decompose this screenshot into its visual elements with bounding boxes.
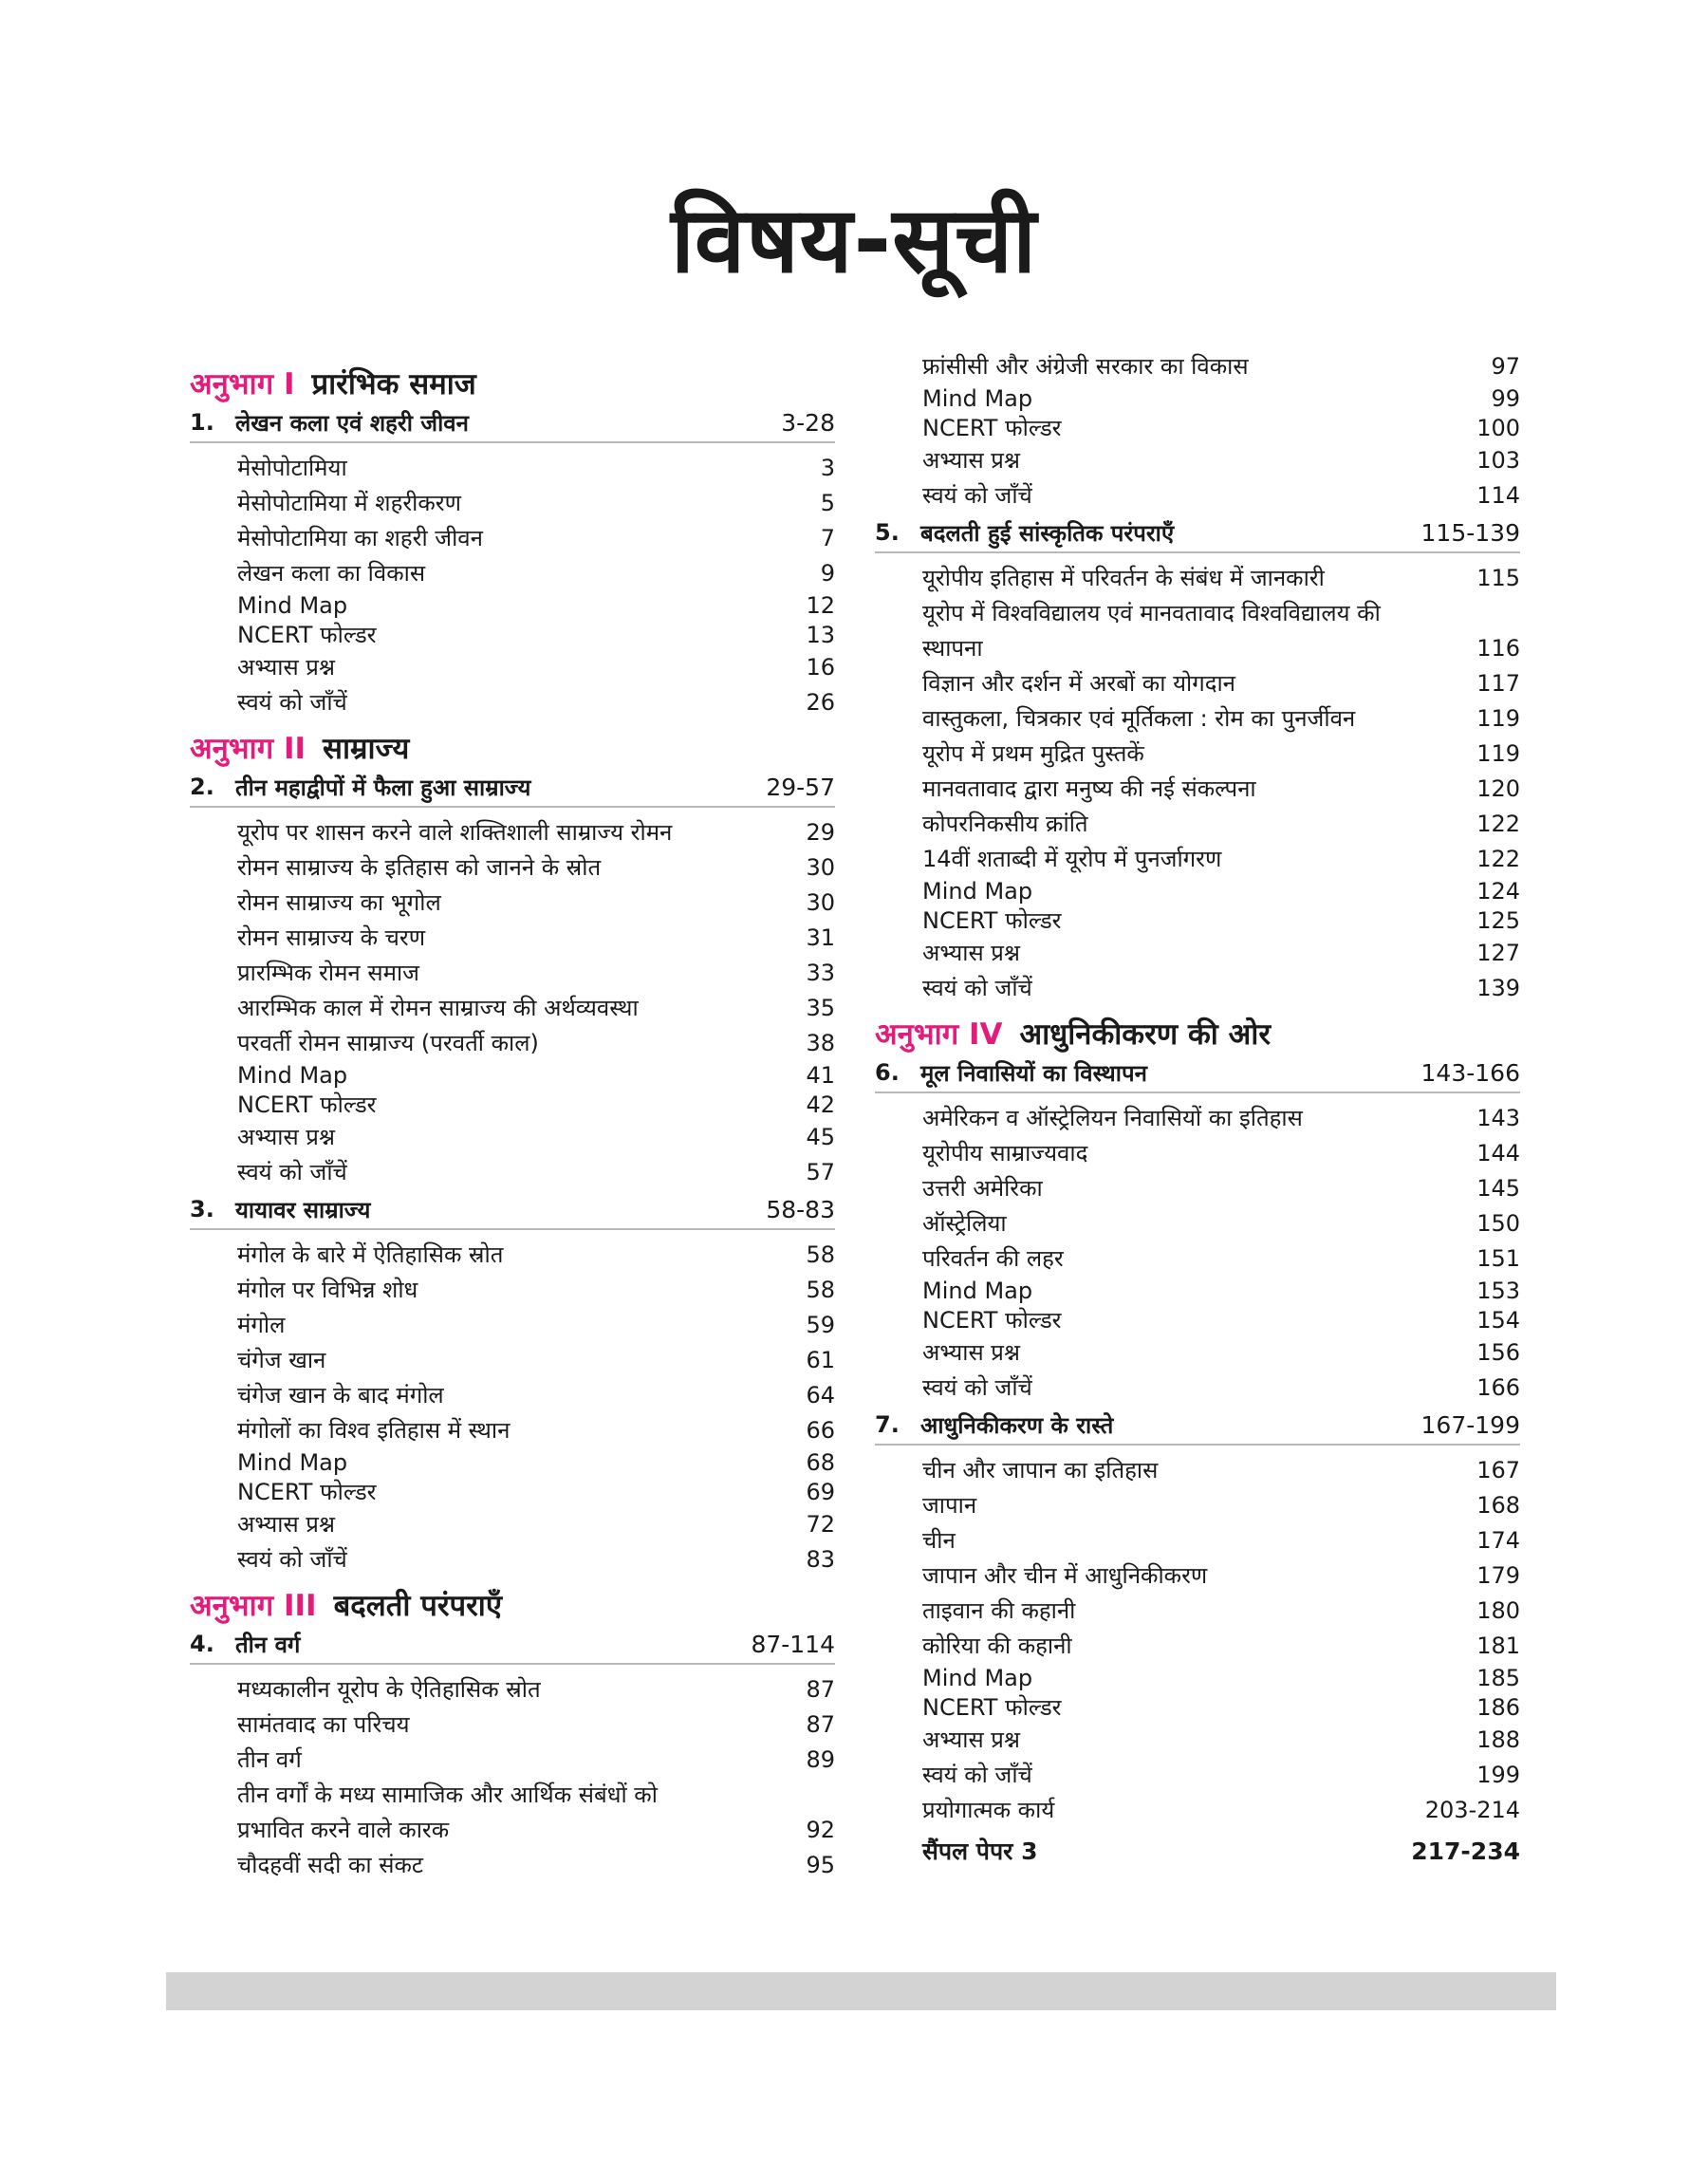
entry-title: सामंतवाद का परिचय: [237, 1711, 410, 1738]
entry-page: 154: [1476, 1307, 1520, 1334]
chapter-pages: 167-199: [1420, 1410, 1520, 1439]
entry-title: जापान और चीन में आधुनिकीकरण: [922, 1562, 1208, 1589]
part-label: अनुभाग IV: [875, 1017, 1003, 1052]
entry-title: अभ्यास प्रश्न: [922, 447, 1020, 474]
chapter-4-row[interactable]: [190, 1625, 835, 1665]
toc-entry[interactable]: [875, 1664, 1520, 1693]
toc-entry[interactable]: [875, 1171, 1520, 1206]
toc-entry[interactable]: [875, 877, 1520, 906]
entry-page: 119: [1476, 740, 1520, 767]
entry-title: NCERT फोल्डर: [922, 907, 1062, 934]
toc-entry[interactable]: [875, 936, 1520, 971]
chapter-2-row[interactable]: [190, 768, 835, 808]
toc-entry[interactable]: [190, 1120, 835, 1155]
entry-page: 100: [1476, 415, 1520, 441]
entry-title: मेसोपोटामिया का शहरी जीवन: [237, 525, 483, 551]
entry-title: ताइवान की कहानी: [922, 1597, 1076, 1624]
toc-entry[interactable]: [875, 443, 1520, 478]
entry-title: मेसोपोटामिया में शहरीकरण: [237, 490, 461, 516]
chapter-title: लेखन कला एवं शहरी जीवन: [235, 409, 469, 437]
toc-entry[interactable]: [875, 478, 1520, 513]
entry-title: NCERT फोल्डर: [237, 1092, 377, 1118]
part-label: अनुभाग II: [190, 732, 306, 766]
page-title: विषय-सूची: [671, 187, 1037, 293]
entry-title: प्रयोगात्मक कार्य: [922, 1797, 1055, 1823]
toc-entry[interactable]: [190, 1707, 835, 1743]
entry-title: वास्तुकला, चित्रकार एवं मूर्तिकला : रोम का पुनर्जीवन: [922, 705, 1356, 732]
entry-page: 167: [1476, 1457, 1520, 1483]
entry-title: तीन वर्गों के मध्य सामाजिक और आर्थिक संबंधों को प्रभावित करने वाले कारक: [237, 1782, 658, 1843]
toc-entry[interactable]: [875, 772, 1520, 807]
entry-page: 179: [1476, 1562, 1520, 1589]
part-label: अनुभाग I: [190, 367, 295, 401]
part-name: बदलती परंपराएँ: [333, 1589, 502, 1623]
part-name: साम्राज्य: [323, 732, 410, 766]
chapter-number: 2.: [190, 774, 214, 800]
entry-page: 120: [1476, 775, 1520, 802]
toc-entry[interactable]: [190, 591, 835, 621]
chapter-title: तीन महाद्वीपों में फैला हुआ साम्राज्य: [235, 774, 531, 801]
entry-page: 45: [806, 1124, 835, 1150]
entry-title: स्वयं को जाँचें: [922, 1762, 1032, 1788]
entry-page: 122: [1476, 811, 1520, 837]
toc-entry[interactable]: [190, 685, 835, 720]
entry-title: 14वीं शताब्दी में यूरोप में पुनर्जागरण: [922, 846, 1222, 872]
entry-page: 3: [820, 455, 835, 481]
entry-page: 72: [806, 1511, 835, 1538]
entry-page: 186: [1476, 1694, 1520, 1721]
entry-title: आरम्भिक काल में रोमन साम्राज्य की अर्थव्यवस्था: [237, 995, 639, 1021]
entry-page: 31: [806, 924, 835, 951]
entry-title: यूरोप पर शासन करने वाले शक्तिशाली साम्राज्य रोमन: [237, 819, 673, 846]
entry-page: 64: [806, 1382, 835, 1409]
entry-page: 57: [806, 1159, 835, 1185]
toc-entry[interactable]: [190, 815, 835, 850]
toc-entry[interactable]: [190, 621, 835, 650]
chapter-pages: 58-83: [766, 1195, 835, 1223]
toc-entry[interactable]: [190, 1238, 835, 1273]
sample-paper-row[interactable]: [875, 1828, 1520, 1875]
entry-page: 127: [1476, 940, 1520, 966]
toc-entry[interactable]: [190, 1478, 835, 1507]
entry-title: Mind Map: [922, 1665, 1033, 1691]
entry-title: तीन वर्ग: [237, 1746, 302, 1773]
entry-page: 69: [806, 1479, 835, 1505]
entry-page: 58: [806, 1277, 835, 1303]
toc-entry[interactable]: [875, 1558, 1520, 1594]
entry-title: फ्रांसीसी और अंग्रेजी सरकार का विकास: [922, 353, 1249, 380]
entry-page: 30: [806, 889, 835, 916]
entry-page: 122: [1476, 846, 1520, 872]
part-heading-4: [875, 1010, 1520, 1054]
toc-left-column: [190, 356, 835, 1883]
toc-entry[interactable]: [875, 414, 1520, 443]
toc-entry[interactable]: [875, 384, 1520, 414]
entry-page: 188: [1476, 1726, 1520, 1753]
toc-entry[interactable]: [875, 1306, 1520, 1335]
part-name: आधुनिकीकरण की ओर: [1019, 1017, 1272, 1052]
entry-page: 185: [1476, 1665, 1520, 1691]
toc-right-column: [875, 349, 1520, 1875]
entry-page: 125: [1476, 907, 1520, 934]
chapter-number: 3.: [190, 1196, 214, 1222]
toc-entry[interactable]: [190, 521, 835, 556]
toc-entry[interactable]: [875, 906, 1520, 936]
toc-entry[interactable]: [875, 1723, 1520, 1758]
entry-page: 68: [806, 1449, 835, 1476]
entry-page: 7: [820, 525, 835, 551]
toc-entry[interactable]: [875, 1101, 1520, 1136]
entry-title: स्वयं को जाँचें: [237, 1546, 347, 1573]
entry-page: 143: [1476, 1105, 1520, 1131]
entry-page: 145: [1476, 1175, 1520, 1202]
sample-paper-title: सैंपल पेपर 3: [922, 1838, 1038, 1865]
chapter-7-row[interactable]: [875, 1406, 1520, 1446]
entry-page: 181: [1476, 1633, 1520, 1659]
toc-entry[interactable]: [875, 1594, 1520, 1629]
entry-page: 199: [1476, 1762, 1520, 1788]
part-label: अनुभाग III: [190, 1589, 317, 1623]
entry-title: NCERT फोल्डर: [922, 415, 1062, 441]
entry-title: मानवतावाद द्वारा मनुष्य की नई संकल्पना: [922, 775, 1256, 802]
entry-page: 150: [1476, 1210, 1520, 1237]
entry-title: Mind Map: [922, 1278, 1033, 1304]
part-name: प्रारंभिक समाज: [311, 367, 476, 401]
entry-title: NCERT फोल्डर: [237, 1479, 377, 1505]
chapter-number: 1.: [190, 409, 214, 436]
entry-page: 203-214: [1424, 1797, 1520, 1823]
toc-entry[interactable]: [875, 349, 1520, 384]
toc-entry[interactable]: [875, 1523, 1520, 1558]
entry-page: 115: [1476, 565, 1520, 591]
chapter-1-row[interactable]: [190, 403, 835, 443]
toc-entry[interactable]: [190, 1848, 835, 1883]
entry-page: 124: [1476, 878, 1520, 905]
entry-title: Mind Map: [237, 1449, 348, 1476]
entry-page: 168: [1476, 1492, 1520, 1519]
entry-page: 156: [1476, 1339, 1520, 1366]
chapter-pages: 29-57: [766, 773, 835, 801]
entry-title: विज्ञान और दर्शन में अरबों का योगदान: [922, 670, 1236, 697]
chapter-title: आधुनिकीकरण के रास्ते: [920, 1411, 1114, 1439]
entry-page: 30: [806, 854, 835, 881]
part-heading-2: [190, 724, 835, 768]
entry-title: Mind Map: [922, 878, 1033, 905]
entry-page: 92: [806, 1817, 835, 1843]
entry-title: Mind Map: [237, 1062, 348, 1089]
entry-page: 153: [1476, 1278, 1520, 1304]
toc-entry[interactable]: [190, 1026, 835, 1061]
toc-entry[interactable]: [190, 1155, 835, 1190]
toc-entry[interactable]: [190, 1061, 835, 1091]
entry-page: 99: [1491, 385, 1520, 412]
entry-page: 33: [806, 960, 835, 986]
entry-page: 41: [806, 1062, 835, 1089]
toc-entry[interactable]: [875, 1206, 1520, 1241]
toc-entry[interactable]: [190, 1378, 835, 1413]
chapter-pages: 115-139: [1420, 518, 1520, 547]
entry-title: मध्यकालीन यूरोप के ऐतिहासिक स्रोत: [237, 1676, 541, 1703]
entry-title: अमेरिकन व ऑस्ट्रेलियन निवासियों का इतिहास: [922, 1105, 1303, 1131]
entry-title: चीन और जापान का इतिहास: [922, 1457, 1159, 1483]
entry-title: स्वयं को जाँचें: [922, 1374, 1032, 1401]
toc-entry[interactable]: [190, 1308, 835, 1343]
entry-page: 59: [806, 1312, 835, 1338]
entry-title: चीन: [922, 1527, 956, 1554]
entry-title: यूरोप में प्रथम मुद्रित पुस्तकें: [922, 740, 1144, 767]
entry-page: 29: [806, 819, 835, 846]
chapter-title: तीन वर्ग: [235, 1631, 301, 1658]
chapter-title: बदलती हुई सांस्कृतिक परंपराएँ: [920, 519, 1175, 547]
entry-title: मंगोलों का विश्व इतिहास में स्थान: [237, 1417, 511, 1444]
entry-title: ऑस्ट्रेलिया: [922, 1210, 1007, 1237]
toc-entry[interactable]: [190, 556, 835, 591]
entry-title: प्रारम्भिक रोमन समाज: [237, 960, 419, 986]
chapter-number: 5.: [875, 519, 900, 546]
entry-page: 103: [1476, 447, 1520, 474]
toc-entry[interactable]: [190, 1448, 835, 1478]
entry-title: मंगोल पर विभिन्न शोध: [237, 1277, 418, 1303]
entry-page: 35: [806, 995, 835, 1021]
entry-title: NCERT फोल्डर: [922, 1694, 1062, 1721]
entry-title: परिवर्तन की लहर: [922, 1245, 1064, 1272]
entry-page: 180: [1476, 1597, 1520, 1624]
entry-page: 97: [1491, 353, 1520, 380]
entry-title: Mind Map: [922, 385, 1033, 412]
entry-title: स्वयं को जाँचें: [922, 975, 1032, 1001]
toc-entry[interactable]: [875, 596, 1520, 666]
chapter-number: 6.: [875, 1059, 900, 1086]
entry-page: 95: [806, 1852, 835, 1878]
entry-title: NCERT फोल्डर: [922, 1307, 1062, 1334]
toc-entry[interactable]: [190, 451, 835, 486]
chapter-5-row[interactable]: [875, 513, 1520, 553]
chapter-title: यायावर साम्राज्य: [235, 1196, 371, 1223]
entry-page: 26: [806, 689, 835, 716]
toc-entry[interactable]: [875, 1136, 1520, 1171]
toc-entry[interactable]: [190, 850, 835, 886]
toc-entry[interactable]: [190, 1743, 835, 1778]
entry-page: 117: [1476, 670, 1520, 697]
toc-entry[interactable]: [875, 561, 1520, 596]
chapter-pages: 87-114: [751, 1630, 835, 1658]
part-heading-3: [190, 1581, 835, 1625]
sample-paper-pages: 217-234: [1411, 1838, 1520, 1865]
entry-page: 38: [806, 1030, 835, 1056]
entry-title: अभ्यास प्रश्न: [237, 1511, 335, 1538]
entry-title: मेसोपोटामिया: [237, 455, 347, 481]
toc-entry[interactable]: [875, 971, 1520, 1006]
entry-page: 116: [1476, 635, 1520, 662]
entry-title: चौदहवीं सदी का संकट: [237, 1852, 423, 1878]
entry-title: अभ्यास प्रश्न: [922, 940, 1020, 966]
entry-title: कोपरनिकसीय क्रांति: [922, 811, 1088, 837]
entry-title: जापान: [922, 1492, 977, 1519]
entry-page: 83: [806, 1546, 835, 1573]
entry-title: चंगेज खान के बाद मंगोल: [237, 1382, 444, 1409]
toc-entry[interactable]: [190, 1672, 835, 1707]
entry-title: अभ्यास प्रश्न: [237, 654, 335, 681]
entry-title: चंगेज खान: [237, 1347, 326, 1373]
toc-entry[interactable]: [875, 1241, 1520, 1277]
toc-entry[interactable]: [190, 1091, 835, 1120]
entry-page: 58: [806, 1241, 835, 1268]
toc-entry[interactable]: [875, 1277, 1520, 1306]
entry-title: रोमन साम्राज्य के चरण: [237, 924, 426, 951]
entry-title: रोमन साम्राज्य के इतिहास को जानने के स्रोत: [237, 854, 602, 881]
toc-entry[interactable]: [190, 991, 835, 1026]
entry-title: NCERT फोल्डर: [237, 622, 377, 648]
toc-entry[interactable]: [875, 1335, 1520, 1371]
entry-page: 16: [806, 654, 835, 681]
chapter-title: मूल निवासियों का विस्थापन: [920, 1059, 1147, 1087]
toc-entry[interactable]: [190, 650, 835, 685]
chapter-pages: 3-28: [781, 408, 835, 437]
chapter-pages: 143-166: [1420, 1058, 1520, 1087]
entry-title: Mind Map: [237, 592, 348, 619]
entry-title: अभ्यास प्रश्न: [922, 1726, 1020, 1753]
toc-entry[interactable]: [875, 1488, 1520, 1523]
entry-title: कोरिया की कहानी: [922, 1633, 1072, 1659]
entry-page: 66: [806, 1417, 835, 1444]
entry-page: 114: [1476, 482, 1520, 509]
toc-entry[interactable]: [190, 886, 835, 921]
toc-entry[interactable]: [875, 1793, 1520, 1828]
toc-entry[interactable]: [875, 1453, 1520, 1488]
entry-title: यूरोपीय इतिहास में परिवर्तन के संबंध में जानकारी: [922, 565, 1325, 591]
entry-page: 166: [1476, 1374, 1520, 1401]
entry-title: रोमन साम्राज्य का भूगोल: [237, 889, 441, 916]
chapter-number: 4.: [190, 1631, 214, 1657]
entry-page: 87: [806, 1711, 835, 1738]
toc-entry[interactable]: [875, 737, 1520, 772]
chapter-number: 7.: [875, 1411, 900, 1438]
toc-entry[interactable]: [190, 1273, 835, 1308]
chapter-3-row[interactable]: [190, 1190, 835, 1230]
toc-entry[interactable]: [190, 486, 835, 521]
entry-page: 151: [1476, 1245, 1520, 1272]
entry-page: 13: [806, 622, 835, 648]
toc-entry[interactable]: [875, 842, 1520, 877]
entry-page: 87: [806, 1676, 835, 1703]
toc-entry[interactable]: [875, 807, 1520, 842]
toc-entry[interactable]: [190, 1343, 835, 1378]
entry-page: 12: [806, 592, 835, 619]
entry-title: यूरोप में विश्वविद्यालय एवं मानवतावाद विश्वविद्यालय की स्थापना: [922, 600, 1381, 662]
toc-entry[interactable]: [875, 1693, 1520, 1723]
toc-entry[interactable]: [190, 1507, 835, 1542]
footer-bar: [166, 1972, 1556, 2010]
part-heading-1: [190, 360, 835, 403]
entry-page: 5: [820, 490, 835, 516]
entry-title: मंगोल के बारे में ऐतिहासिक स्रोत: [237, 1241, 504, 1268]
entry-title: मंगोल: [237, 1312, 286, 1338]
entry-title: यूरोपीय साम्राज्यवाद: [922, 1140, 1088, 1166]
entry-title: अभ्यास प्रश्न: [922, 1339, 1020, 1366]
entry-page: 144: [1476, 1140, 1520, 1166]
entry-title: स्वयं को जाँचें: [237, 1159, 347, 1185]
toc-entry[interactable]: [190, 1413, 835, 1448]
entry-title: लेखन कला का विकास: [237, 560, 426, 587]
toc-entry[interactable]: [875, 1371, 1520, 1406]
toc-entry[interactable]: [190, 956, 835, 991]
toc-entry[interactable]: [875, 1758, 1520, 1793]
toc-entry[interactable]: [190, 1542, 835, 1577]
entry-title: उत्तरी अमेरिका: [922, 1175, 1043, 1202]
chapter-6-row[interactable]: [875, 1054, 1520, 1093]
entry-page: 42: [806, 1092, 835, 1118]
entry-title: स्वयं को जाँचें: [237, 689, 347, 716]
entry-page: 89: [806, 1746, 835, 1773]
toc-entry[interactable]: [190, 1778, 835, 1848]
entry-page: 174: [1476, 1527, 1520, 1554]
entry-page: 9: [820, 560, 835, 587]
toc-entry[interactable]: [875, 701, 1520, 737]
toc-entry[interactable]: [875, 1629, 1520, 1664]
toc-entry[interactable]: [875, 666, 1520, 701]
toc-entry[interactable]: [190, 921, 835, 956]
entry-page: 139: [1476, 975, 1520, 1001]
entry-title: स्वयं को जाँचें: [922, 482, 1032, 509]
entry-title: अभ्यास प्रश्न: [237, 1124, 335, 1150]
entry-page: 61: [806, 1347, 835, 1373]
entry-page: 119: [1476, 705, 1520, 732]
entry-title: परवर्ती रोमन साम्राज्य (परवर्ती काल): [237, 1030, 539, 1056]
